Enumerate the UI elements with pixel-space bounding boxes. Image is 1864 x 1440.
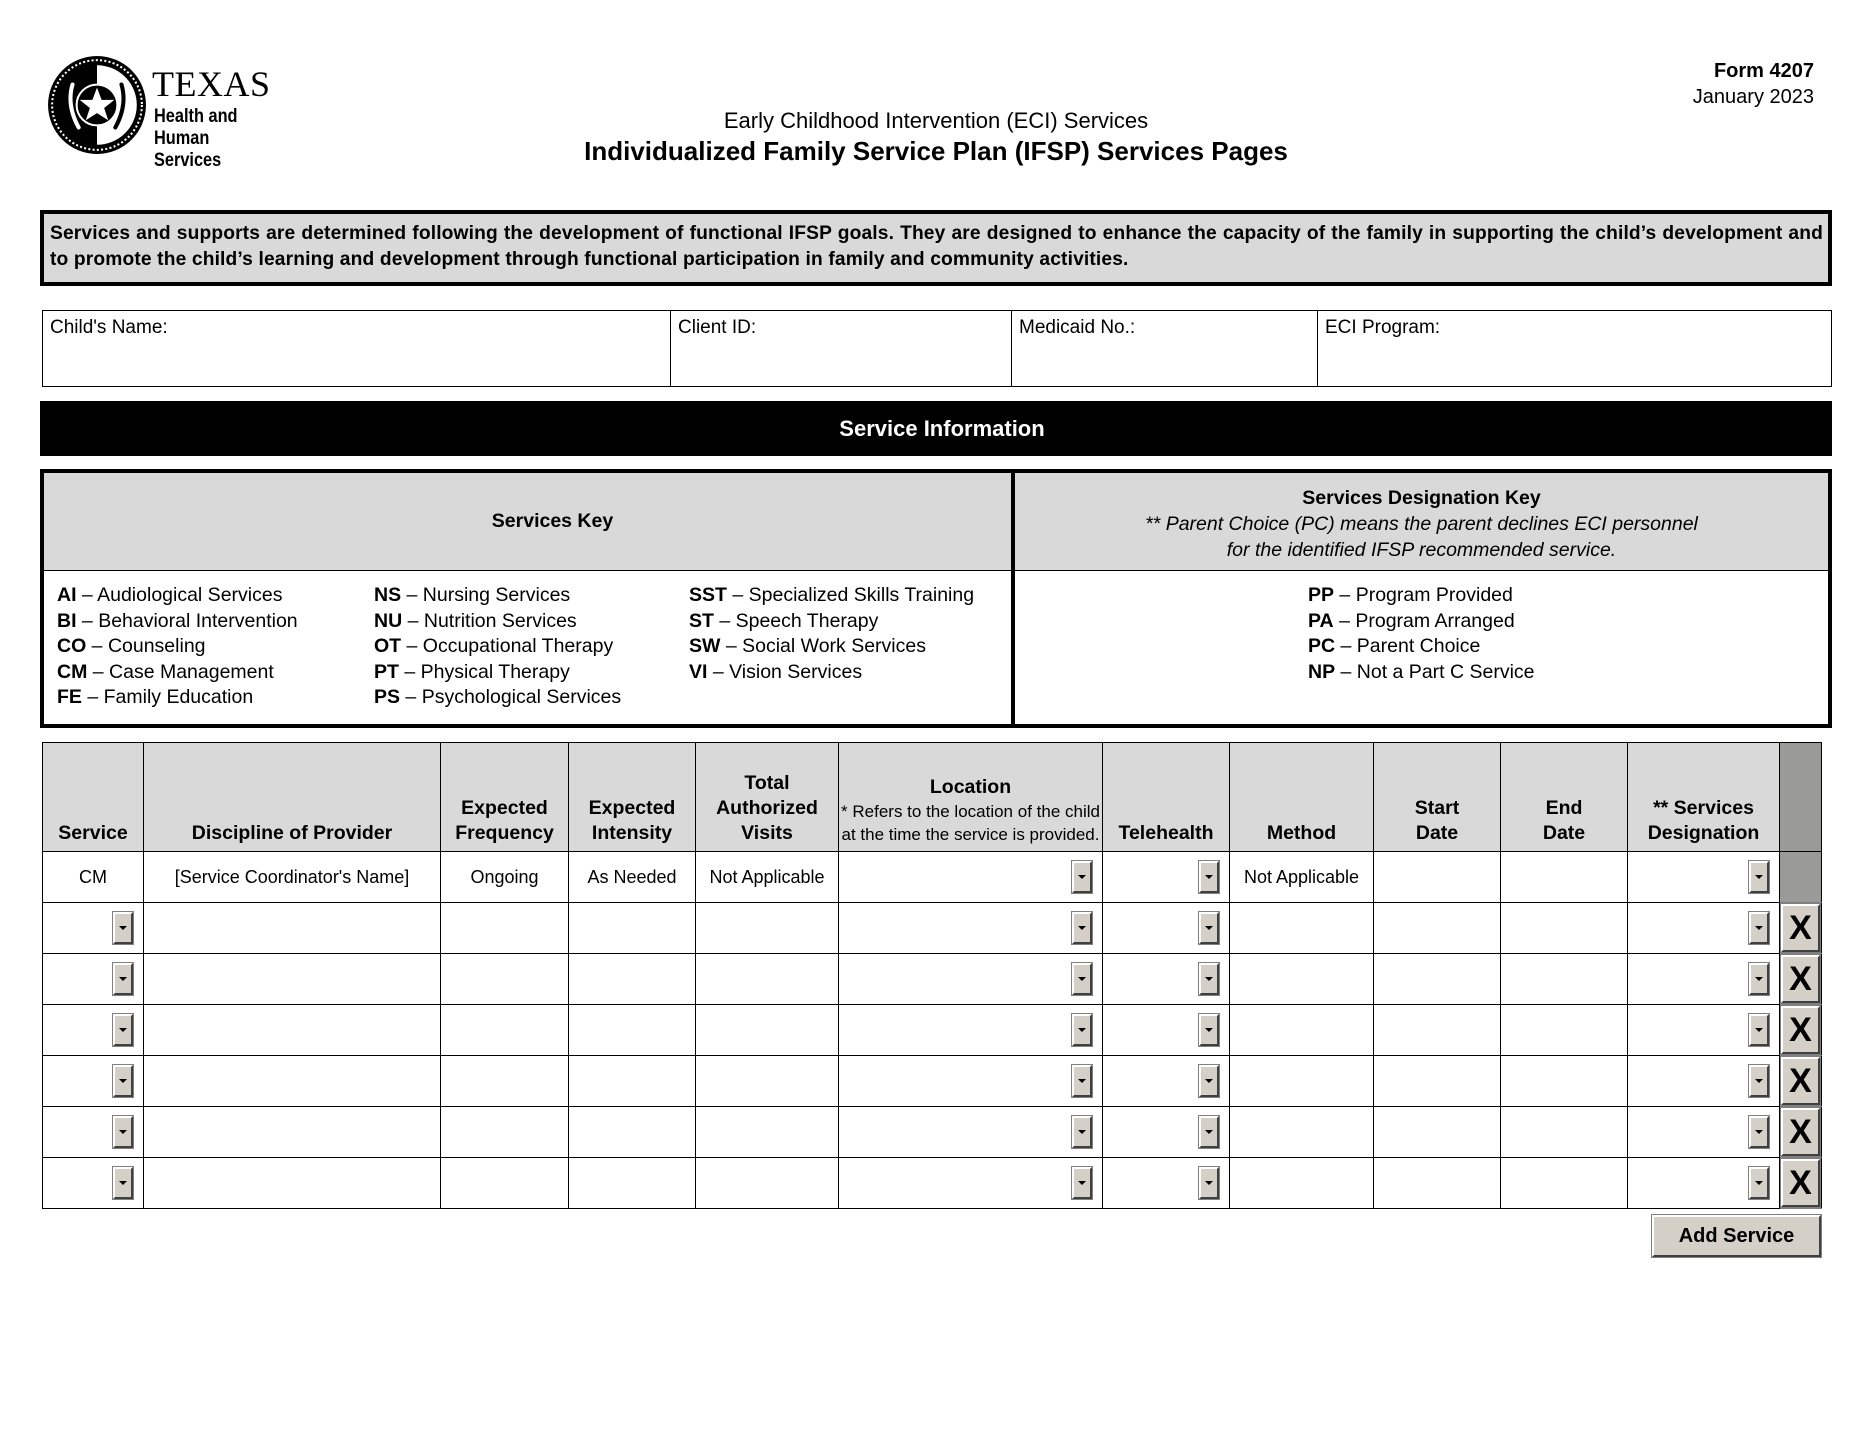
eci-program-label: ECI Program: [1325, 317, 1441, 338]
cell-discipline[interactable] [144, 903, 441, 954]
keys-box [40, 469, 1832, 728]
cell-end-date[interactable] [1501, 954, 1628, 1005]
location-dropdown[interactable] [1072, 1065, 1092, 1097]
designation-item: PP – Program Provided [1308, 584, 1513, 606]
location-dropdown[interactable] [1072, 1116, 1092, 1148]
table-row [43, 1056, 1822, 1107]
childs-name-label: Child's Name: [50, 317, 168, 338]
cell-visits[interactable] [696, 1158, 839, 1209]
table-row [43, 954, 1822, 1005]
designation-dropdown[interactable] [1749, 861, 1769, 893]
cell-designation [1628, 1005, 1780, 1056]
cell-start-date[interactable] [1374, 1158, 1501, 1209]
cell-actions [1780, 954, 1822, 1005]
key-item: FE – Family Education [57, 686, 254, 708]
cell-frequency[interactable] [441, 1056, 569, 1107]
cell-discipline[interactable] [144, 1107, 441, 1158]
cell-telehealth [1103, 903, 1230, 954]
key-item: NS – Nursing Services [374, 584, 571, 606]
client-id-label: Client ID: [678, 317, 757, 338]
location-dropdown[interactable] [1072, 1014, 1092, 1046]
cell-end-date[interactable] [1501, 903, 1628, 954]
col-visits: Total Authorized Visits [696, 743, 839, 852]
cell-visits: Not Applicable [696, 852, 839, 903]
col-frequency: Expected Frequency [441, 743, 569, 852]
cell-telehealth [1103, 1056, 1230, 1107]
cell-actions [1780, 1005, 1822, 1056]
cell-method[interactable] [1230, 1107, 1374, 1158]
cell-location [839, 903, 1103, 954]
cell-location [839, 852, 1103, 903]
services-key-column-3 [689, 583, 974, 685]
cell-service [43, 1107, 144, 1158]
cell-visits[interactable] [696, 954, 839, 1005]
cell-telehealth [1103, 954, 1230, 1005]
cell-location [839, 1158, 1103, 1209]
cell-end-date[interactable] [1501, 1107, 1628, 1158]
designation-key-title: Services Designation Key [1302, 487, 1541, 509]
location-dropdown[interactable] [1072, 963, 1092, 995]
location-dropdown[interactable] [1072, 912, 1092, 944]
designation-key-list [1308, 583, 1535, 685]
cell-designation [1628, 852, 1780, 903]
cell-method[interactable] [1230, 903, 1374, 954]
designation-dropdown[interactable] [1749, 1014, 1769, 1046]
cell-location [839, 1056, 1103, 1107]
cell-designation [1628, 1158, 1780, 1209]
cell-end-date[interactable] [1501, 1005, 1628, 1056]
telehealth-dropdown[interactable] [1199, 963, 1219, 995]
cell-service [43, 954, 144, 1005]
cell-actions [1780, 852, 1822, 903]
medicaid-no-field[interactable] [1012, 311, 1318, 386]
cell-frequency[interactable] [441, 1005, 569, 1056]
section-header-bar [40, 401, 1832, 456]
cell-telehealth [1103, 852, 1230, 903]
key-item: NU – Nutrition Services [374, 609, 577, 632]
key-item: OT – Occupational Therapy [374, 635, 614, 657]
cell-telehealth [1103, 1158, 1230, 1209]
cell-service [43, 903, 144, 954]
intro-box: Services and supports are determined following the development of functional IFSP goals. They are designed to enhance the capacity of the family in supporting the child’s development and to promote the child’s learning and development through functional participation in family and community activities. [40, 210, 1832, 286]
table-row [43, 852, 1822, 903]
cell-start-date[interactable] [1374, 954, 1501, 1005]
cell-method[interactable] [1230, 954, 1374, 1005]
cell-actions [1780, 1107, 1822, 1158]
page-subtitle: Early Childhood Intervention (ECI) Services [723, 108, 1149, 133]
cell-intensity[interactable] [569, 903, 696, 954]
eci-program-field[interactable] [1318, 311, 1831, 386]
cell-start-date[interactable] [1374, 1056, 1501, 1107]
cell-service [43, 1158, 144, 1209]
cell-start-date[interactable] [1374, 852, 1501, 903]
cell-location [839, 1005, 1103, 1056]
cell-frequency[interactable] [441, 903, 569, 954]
cell-end-date[interactable] [1501, 1056, 1628, 1107]
cell-discipline[interactable]: [Service Coordinator's Name] [144, 852, 441, 903]
keys-divider [1011, 473, 1015, 724]
cell-location [839, 954, 1103, 1005]
cell-intensity[interactable] [569, 954, 696, 1005]
table-row [43, 1005, 1822, 1056]
designation-dropdown[interactable] [1749, 963, 1769, 995]
cell-telehealth [1103, 1005, 1230, 1056]
col-designation: ** Services Designation [1628, 743, 1780, 852]
col-location [839, 743, 1103, 852]
key-item: VI – Vision Services [689, 660, 863, 683]
services-key-header [44, 473, 1011, 571]
cell-start-date[interactable] [1374, 1107, 1501, 1158]
page-title: Individualized Family Service Plan (IFSP) Services Pages [584, 136, 1288, 166]
client-id-field[interactable] [671, 311, 1012, 386]
table-row [43, 1107, 1822, 1158]
col-location-label: Location [929, 776, 1012, 798]
cell-frequency[interactable] [441, 954, 569, 1005]
telehealth-dropdown[interactable] [1199, 1116, 1219, 1148]
col-service: Service [43, 743, 144, 852]
cell-method: Not Applicable [1230, 852, 1374, 903]
delete-row-button[interactable]: X [1781, 1057, 1820, 1105]
cell-actions [1780, 1056, 1822, 1107]
cell-actions [1780, 903, 1822, 954]
form-number: Form 4207 [1713, 60, 1814, 82]
designation-key-header [1015, 473, 1828, 571]
cell-service [43, 1056, 144, 1107]
cell-start-date[interactable] [1374, 903, 1501, 954]
col-end-date: End Date [1501, 743, 1628, 852]
service-dropdown[interactable] [113, 963, 133, 995]
table-header-row [43, 743, 1822, 852]
key-item: PT – Physical Therapy [374, 660, 570, 683]
services-key-column-1 [57, 583, 298, 711]
designation-key-note-1: ** Parent Choice (PC) means the parent declines ECI personnel [1145, 513, 1698, 535]
delete-row-button[interactable]: X [1781, 1108, 1820, 1156]
col-intensity: Expected Intensity [569, 743, 696, 852]
key-item: BI – Behavioral Intervention [57, 609, 298, 632]
col-actions [1780, 743, 1822, 852]
cell-location [839, 1107, 1103, 1158]
key-item: SST – Specialized Skills Training [689, 584, 975, 606]
cell-frequency[interactable] [441, 1158, 569, 1209]
telehealth-dropdown[interactable] [1199, 1065, 1219, 1097]
services-table [42, 742, 1821, 1209]
cell-visits[interactable] [696, 903, 839, 954]
service-dropdown[interactable] [113, 912, 133, 944]
designation-dropdown[interactable] [1749, 912, 1769, 944]
cell-designation [1628, 1107, 1780, 1158]
cell-method[interactable] [1230, 1056, 1374, 1107]
form-date: January 2023 [1692, 86, 1814, 108]
cell-discipline[interactable] [144, 1158, 441, 1209]
cell-frequency[interactable] [441, 1107, 569, 1158]
cell-frequency: Ongoing [441, 852, 569, 903]
delete-row-button[interactable]: X [1781, 1006, 1820, 1054]
location-dropdown[interactable] [1072, 1167, 1092, 1199]
section-title: Service Information [839, 415, 1045, 441]
table-row [43, 1158, 1822, 1209]
cell-discipline[interactable] [144, 954, 441, 1005]
col-location-note: * Refers to the location of the child at the time the service is provided. [841, 802, 1100, 844]
location-dropdown[interactable] [1072, 861, 1092, 893]
service-dropdown[interactable] [113, 1116, 133, 1148]
cell-designation [1628, 903, 1780, 954]
service-dropdown[interactable] [113, 1065, 133, 1097]
cell-end-date[interactable] [1501, 852, 1628, 903]
logo-agency-line2: Services [154, 150, 222, 171]
childs-name-field[interactable] [43, 311, 671, 386]
col-discipline: Discipline of Provider [144, 743, 441, 852]
designation-item: PA – Program Arranged [1308, 609, 1515, 632]
cell-method[interactable] [1230, 1005, 1374, 1056]
medicaid-no-label: Medicaid No.: [1019, 317, 1136, 338]
child-info-row [42, 310, 1832, 387]
cell-intensity[interactable] [569, 1107, 696, 1158]
telehealth-dropdown[interactable] [1199, 1167, 1219, 1199]
cell-designation [1628, 954, 1780, 1005]
col-method: Method [1230, 743, 1374, 852]
col-start-date: Start Date [1374, 743, 1501, 852]
delete-row-button[interactable]: X [1781, 955, 1820, 1003]
cell-intensity[interactable] [569, 1158, 696, 1209]
cell-designation [1628, 1056, 1780, 1107]
key-item: CM – Case Management [57, 660, 274, 683]
services-key-title: Services Key [491, 510, 614, 532]
cell-service: CM [43, 852, 144, 903]
designation-key-note-2: for the identified IFSP recommended service. [1226, 539, 1617, 561]
telehealth-dropdown[interactable] [1199, 912, 1219, 944]
key-item: ST – Speech Therapy [689, 609, 879, 632]
cell-discipline[interactable] [144, 1005, 441, 1056]
service-dropdown[interactable] [113, 1167, 133, 1199]
key-item: PS – Psychological Services [374, 686, 622, 708]
col-telehealth: Telehealth [1103, 743, 1230, 852]
delete-row-button[interactable]: X [1781, 904, 1820, 952]
cell-visits[interactable] [696, 1005, 839, 1056]
cell-intensity[interactable] [569, 1005, 696, 1056]
cell-intensity: As Needed [569, 852, 696, 903]
logo-agency-line1: Health and Human [154, 106, 238, 149]
cell-service [43, 1005, 144, 1056]
cell-visits[interactable] [696, 1056, 839, 1107]
designation-dropdown[interactable] [1749, 1065, 1769, 1097]
key-item: CO – Counseling [57, 635, 206, 657]
services-key-column-2 [374, 583, 621, 711]
cell-intensity[interactable] [569, 1056, 696, 1107]
telehealth-dropdown[interactable] [1199, 861, 1219, 893]
cell-discipline[interactable] [144, 1056, 441, 1107]
service-dropdown[interactable] [113, 1014, 133, 1046]
cell-method[interactable] [1230, 1158, 1374, 1209]
designation-dropdown[interactable] [1749, 1167, 1769, 1199]
key-item: SW – Social Work Services [689, 635, 926, 657]
designation-item: PC – Parent Choice [1308, 635, 1481, 657]
table-row [43, 903, 1822, 954]
cell-start-date[interactable] [1374, 1005, 1501, 1056]
key-item: AI – Audiological Services [57, 584, 283, 606]
cell-actions [1780, 1158, 1822, 1209]
cell-visits[interactable] [696, 1107, 839, 1158]
logo-state-text: TEXAS [152, 64, 271, 104]
cell-telehealth [1103, 1107, 1230, 1158]
designation-item: NP – Not a Part C Service [1308, 660, 1535, 683]
cell-end-date[interactable] [1501, 1158, 1628, 1209]
designation-dropdown[interactable] [1749, 1116, 1769, 1148]
telehealth-dropdown[interactable] [1199, 1014, 1219, 1046]
add-service-button[interactable]: Add Service [1652, 1215, 1821, 1257]
delete-row-button[interactable]: X [1781, 1159, 1820, 1207]
